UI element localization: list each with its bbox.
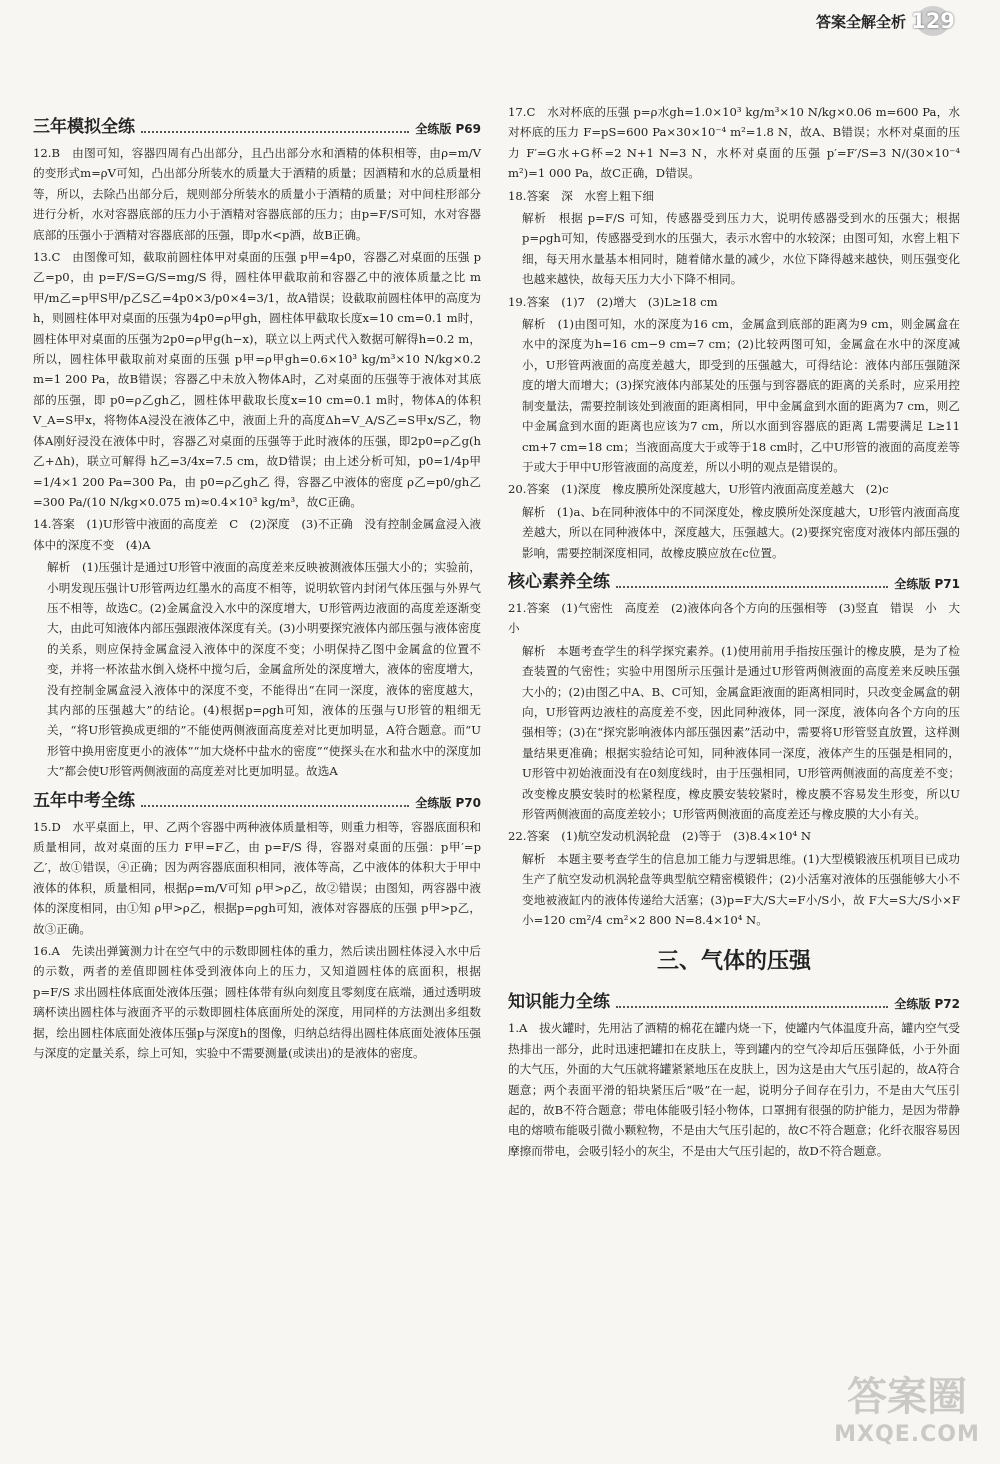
- dotted-divider: [616, 1006, 888, 1008]
- page-header: [815, 6, 955, 36]
- answer-item: 20.答案 (1)深度 橡皮膜所处深度越大，U形管内液面高度差越大 (2)c: [508, 482, 889, 497]
- analysis-item: 解析 (1)压强计是通过U形管中液面的高度差来反映被测液体压强大小的；实验前，小明发现压强计U形管两边红墨水的高度不相等，说明软管内封闭气体压强与外界气压不相等，故选C。(2)金属盒没入水中的深度增大，U形管两边液面的高度差逐渐变大，由此可知液体内部压强跟液体深度有关。(3)小明要探究液体内部压强与液体密度的关系，则应保持金属盒浸入液体中的深度不变；小明保持乙图中金属盒的位置不变，并将一杯浓盐水倒入烧杯中搅匀后，金属盒所处的深度增大，液体的密度增大，没有控制金属盒浸入液体中的深度不变，不能得出“在同一深度，液体的密度越大，其内部的压强越大”的结论。(4)根据p=ρgh可知，液体的压强与U形管的粗细无关，“将U形管换成更细的”不能使两侧液面高度差对比更加明显，A符合题意。而“U形管中换用密度更小的液体”“加大烧杯中盐水的密度”“使探头在水和盐水中的深度加大”都会使U形管两侧液面的高度差对比更加明显。故选A: [47, 560, 481, 779]
- dotted-divider: [141, 131, 409, 133]
- section-header-zhishi: [508, 987, 960, 1012]
- analysis-item: 解析 本题主要考查学生的信息加工能力与逻辑思维。(1)大型模锻液压机项目已成功生产了航空发动机涡轮盘等典型航空精密模锻件；(2)小活塞对液体的压强能够大小不变地被液缸内的液体传递给大活塞；(3)p=F大/S大=F小/S小，故 F大=S大/S小×F小=120 cm²/4 cm²×2 800 N=8.4×10⁴ N。: [522, 851, 960, 928]
- section-ref: 全练版 P71: [894, 576, 960, 591]
- page-number: 129: [916, 6, 950, 36]
- analysis-item: 解析 (1)a、b在同种液体中的不同深度处，橡皮膜所处深度越大，U形管内液面高度差越大，所以在同种液体中，深度越大，压强越大。(2)要探究密度对液体内部压强的影响，需要控制深度相同，故橡皮膜应放在c位置。: [522, 504, 960, 560]
- section-header-wunian: [33, 786, 481, 811]
- section-ref: 全练版 P72: [894, 997, 960, 1012]
- right-column: [508, 102, 960, 1161]
- chapter-title: 三、气体的压强: [656, 949, 811, 975]
- answer-item: 15.D 水平桌面上，甲、乙两个容器中两种液体质量相等，则重力相等，容器底面积和质量相同，故对桌面的压力 F甲=F乙，由 p=F/S 得，容器对桌面的压强：p甲′=p乙′，故①错误，④正确；因为两容器底面积相同，液体等高，乙中液体的体积大于甲中液体的体积，质量相同，根据ρ=m/V可知 ρ甲>ρ乙，故②错误；由图知，两容器中液体的深度相同，由①知 ρ甲>ρ乙，根据p=ρgh可知，液体对容器底的压强 p甲>p乙，故③正确。: [33, 819, 481, 936]
- section-title: 五年中考全练: [33, 790, 135, 811]
- analysis-item: 解析 本题考查学生的科学探究素养。(1)使用前用手指按压强计的橡皮膜，是为了检查装置的气密性；实验中用图所示压强计是通过U形管两侧液面的高度差来反映压强大小的；(2)由图乙中A、B、C可知，金属盒距液面的距离相同时，只改变金属盒的朝向，U形管两边液柱的高度差不变，因此同种液体，同一深度，液体向各个方向的压强相等；(3)在“探究影响液体内部压强因素”活动中，需要将U形管竖直放置，这样测量结果更准确；根据实验结论可知，同种液体同一深度，液体产生的压强是相同的，U形管中初始液面没有在0刻度线时，由于压强相同，U形管两侧液面的高度差不变；改变橡皮膜安装时的松紧程度，橡皮膜安装较紧时，橡皮膜不容易发生形变，所以U形管两侧液面的高度差较小；U形管两侧液面的高度差还与橡皮膜的大小有关。: [522, 643, 960, 821]
- section-ref: 全练版 P69: [415, 122, 481, 136]
- analysis-item: 解析 根据 p=F/S 可知，传感器受到压力大，说明传感器受到水的压强大；根据p=ρgh可知，传感器受到水的压强大，表示水窖中的水较深；由图可知，水窖上粗下细，每天用水量基本相同时，随着储水量的减少，水位下降得越来越快，则压强变化也越来越快，故每天压力大小下降不相同。: [522, 211, 960, 287]
- dotted-divider: [141, 805, 409, 807]
- left-column: [33, 108, 481, 1063]
- answer-item: 16.A 先读出弹簧测力计在空气中的示数即圆柱体的重力，然后读出圆柱体浸入水中后的示数，两者的差值即圆柱体受到液体向上的压力，又知道圆柱体的底面积，根据 p=F/S 求出圆柱体底面处液体压强；圆柱体带有纵向刻度且零刻度在底端，通过透明玻璃杯读出圆柱体与液面齐平的示数即圆柱体底面所处的深度，用同样的方法测出多组数据，绘出圆柱体底面处液体压强p与深度h的图像，归纳总结得出圆柱体底面处液体压强与深度的定量关系，综上可知，实验中不需要测量(或读出)的是液体的密度。: [33, 944, 481, 1061]
- section-ref: 全练版 P70: [415, 795, 481, 810]
- watermark-logo: [832, 1358, 982, 1454]
- answer-item: 17.C 水对杯底的压强 p=ρ水gh=1.0×10³ kg/m³×10 N/kg×0.06 m=600 Pa，水对杯底的压力 F=pS=600 Pa×30×10⁻⁴ m²=1.8 N，故A、B错误；水杯对桌面的压力 F′=G水+G杯=2 N+1 N=3 N，水杯对桌面的压强 p′=F′/S=3 N/(30×10⁻⁴ m²)=1 000 Pa，故C正确，D错误。: [508, 105, 960, 181]
- answer-item: 14.答案 (1)U形管中液面的高度差 C (2)深度 (3)不正确 没有控制金属盒浸入液体中的深度不变 (4)A: [33, 517, 481, 552]
- answer-item: 1.A 拔火罐时，先用沾了酒精的棉花在罐内烧一下，使罐内气体温度升高，罐内空气受热排出一部分，此时迅速把罐扣在皮肤上，等到罐内的空气冷却后压强降低，小于外面的大气压，外面的大气压就将罐紧紧地压在皮肤上，因为这是由大气压引起的，故A符合题意；两个表面平滑的铅块紧压后“吸”在一起，说明分子间存在引力，不是由大气压引起的，故B不符合题意；带电体能吸引轻小物体，口罩拥有很强的防护能力，是因为带静电的熔喷布能吸引微小颗粒物，不是由大气压引起的，故C不符合题意；化纤衣服容易因摩擦而带电，会吸引轻小的灰尘，不是由大气压引起的，故D不符合题意。: [508, 1021, 960, 1158]
- answer-item: 13.C 由图像可知，截取前圆柱体甲对桌面的压强 p甲=4p0，容器乙对桌面的压强 p乙=p0，由 p=F/S=G/S=mg/S 得，圆柱体甲截取前和容器乙中的液体质量之比 m甲/m乙=p甲S甲/p乙S乙=4p0×3/p0×4=3/1，故A错误；设截取前圆柱体甲的高度为h，则圆柱体甲对桌面的压强为4p0=ρ甲gh，圆柱体甲截取长度x=10 cm=0.1 m时，圆柱体甲对桌面的压强为2p0=ρ甲g(h−x)，联立以上两式代入数据可解得h=0.2 m，所以，圆柱体甲截取前对桌面的压强 p甲=ρ甲gh=0.6×10³ kg/m³×10 N/kg×0.2 m=1 200 Pa，故B错误；容器乙中未放入物体A时，乙对桌面的压强等于液体对其底部的压强，即 p0=ρ乙gh乙，圆柱体甲截取长度x=10 cm=0.1 m时，物体A的体积V_A=S甲x，将物体A浸没在液体乙中，液面上升的高度Δh=V_A/S乙=S甲x/S乙，物体A刚好浸没在液体中时，容器乙对桌面的压强等于此时液体的压强，即2p0=ρ乙g(h乙+Δh)，联立可解得 h乙=3/4x=7.5 cm，故D错误；由上述分析可知，p0=1/4p甲=1/4×1 200 Pa=300 Pa，由 p0=ρ乙gh乙 得，容器乙中液体的密度 ρ乙=p0/gh乙=300 Pa/(10 N/kg×0.075 m)≈0.4×10³ kg/m³，故C正确。: [33, 250, 481, 509]
- section-header-hexin: [508, 567, 960, 592]
- answer-item: 22.答案 (1)航空发动机涡轮盘 (2)等于 (3)8.4×10⁴ N: [508, 829, 811, 844]
- section-header-sannian: [33, 112, 481, 137]
- section-title: 三年模拟全练: [33, 117, 135, 137]
- watermark-text: 答案圈: [847, 1374, 967, 1420]
- answer-item: 12.B 由图可知，容器四周有凸出部分，且凸出部分水和酒精的体积相等，由ρ=m/V的变形式m=ρV可知，凸出部分所装水的质量大于酒精的质量；因酒精和水的总质量相等，所以，去除凸出部分后，规则部分所装水的质量小于酒精的质量；对中间柱形部分进行分析，水对容器底部的压力小于酒精对容器底部的压力；由p=F/S可知，水对容器底部的压强小于酒精对容器底部的压强，即p水<p酒，故B正确。: [33, 146, 481, 242]
- watermark-url: MXQE.COM: [834, 1422, 980, 1447]
- header-title: 答案全解全析: [815, 12, 906, 31]
- section-title: 核心素养全练: [508, 571, 610, 592]
- analysis-item: 解析 (1)由图可知，水的深度为16 cm，金属盒到底部的距离为9 cm，则金属盒在水中的深度为h=16 cm−9 cm=7 cm；(2)比较两图可知，金属盒在水中的深度减小，U形管两液面的高度差越大，即受到的压强越大，可得结论：液体内部压强随深度的增大而增大；(3)探究液体内部某处的压强与到容器底的距离的关系时，应采用控制变量法，需要控制该处到液面的距离相同，甲中金属盒到水面的距离为7 cm，则乙中金属盒到水面的距离也应该为7 cm，所以水面到容器底的距离 L需要满足 L≥11 cm+7 cm=18 cm；当液面高度大于或等于18 cm时，乙中U形管的液面的高度差等于或大于甲中U形管液面的高度差，所以小明的观点是错误的。: [522, 317, 960, 474]
- dotted-divider: [616, 586, 888, 588]
- section-title: 知识能力全练: [508, 992, 610, 1013]
- answer-item: 18.答案 深 水窖上粗下细: [508, 188, 654, 203]
- answer-item: 19.答案 (1)7 (2)增大 (3)L≥18 cm: [508, 294, 718, 309]
- answer-item: 21.答案 (1)气密性 高度差 (2)液体向各个方向的压强相等 (3)竖直 错误 小 大小: [508, 600, 960, 636]
